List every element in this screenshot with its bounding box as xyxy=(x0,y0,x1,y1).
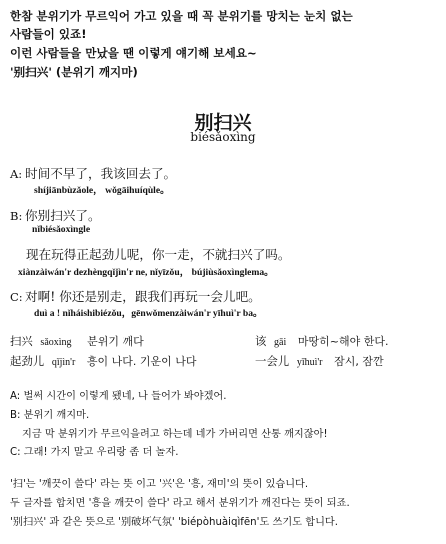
vocab-pinyin: yīhuì'r xyxy=(296,357,323,368)
vocab-item xyxy=(255,333,388,349)
vocab-hanzi: 一会儿 xyxy=(255,354,290,368)
dialogue-c1 xyxy=(10,286,261,305)
vocab-pinyin: gāi xyxy=(274,337,287,348)
dialogue-c1-pinyin: duì a ! nǐháishibiézǒu，gēnwǒmenzàiwán'r yīhuì'r ba。 xyxy=(34,308,263,319)
vocab-item xyxy=(10,353,197,369)
speaker-c: C: xyxy=(10,290,23,304)
korean-line-b2: 지금 막 분위기가 무르익을려고 하는데 네가 가버리면 산통 깨지잖아! xyxy=(22,429,328,440)
vocab-meaning: 분위기 깨다 xyxy=(87,335,144,348)
speaker-a: A: xyxy=(10,167,23,181)
intro-line-2: 사람들이 있죠! xyxy=(10,27,87,41)
speaker-b: B: xyxy=(10,209,23,223)
dialogue-b1-pinyin: nǐbiésǎoxìngle xyxy=(32,224,91,235)
intro-line-3: 이런 사람들을 만났을 땐 이렇게 얘기해 보세요~ xyxy=(10,46,257,60)
vocab-meaning: 잠시, 잠깐 xyxy=(334,355,384,368)
intro-line-1: 한참 분위기가 무르익어 가고 있을 때 꼭 분위기를 망치는 눈치 없는 xyxy=(10,9,353,23)
intro-line-4: '别扫兴' (분위기 깨지마) xyxy=(10,65,138,79)
vocab-pinyin: sǎoxìng xyxy=(40,337,72,348)
vocab-pinyin: qǐjìn'r xyxy=(51,357,76,368)
dialogue-b2-pinyin: xiànzàiwán'r dezhèngqǐjìn'r ne, nǐyīzǒu， bújiùsǎoxìnglema。 xyxy=(18,267,274,278)
explanation-line-1: '扫'는 '깨끗이 쓸다' 라는 뜻 이고 '兴'은 '흥, 재미'의 뜻이 있습니다. xyxy=(10,479,309,490)
dialogue-a1-zh: 时间不早了，我该回去了。 xyxy=(25,166,177,181)
vocab-hanzi: 扫兴 xyxy=(10,334,33,348)
vocab-item xyxy=(255,353,384,369)
vocab-meaning: 흥이 나다. 기운이 나다 xyxy=(86,355,197,368)
explanation-line-2: 두 글자를 합치면 '흥을 깨끗이 쓸다' 라고 해서 분위기가 깨진다는 뜻이 되죠. xyxy=(10,498,350,509)
korean-line-c: C: 그래! 가지 말고 우리랑 좀 더 놀자. xyxy=(10,447,179,458)
vocab-hanzi: 该 xyxy=(255,334,267,348)
title-pinyin: biésǎoxìng xyxy=(190,130,256,144)
dialogue-c1-zh: 对啊! 你还是别走，跟我们再玩一会儿吧。 xyxy=(25,289,261,304)
page-title: 别扫兴 xyxy=(194,112,252,134)
vocab-meaning: 마땅히~해야 한다. xyxy=(297,335,389,348)
korean-line-b1: B: 분위기 깨지마. xyxy=(10,410,90,421)
dialogue-a1 xyxy=(10,163,176,182)
dialogue-a1-pinyin: shíjiānbùzǎole， wǒgāihuíqùle。 xyxy=(34,185,170,196)
vocab-item xyxy=(10,333,144,349)
dialogue-b1 xyxy=(10,205,101,224)
dialogue-b2-zh: 现在玩得正起劲儿呢，你一走，不就扫兴了吗。 xyxy=(26,247,291,262)
vocab-hanzi: 起劲儿 xyxy=(10,354,45,368)
explanation-line-3: '别扫兴' 과 같은 뜻으로 '别破坏气氛' 'biépòhuàiqìfēn'도 쓰기도 합니다. xyxy=(10,517,339,528)
dialogue-b1-zh: 你别扫兴了。 xyxy=(25,208,101,223)
korean-line-a: A: 벌써 시간이 이렇게 됐네, 나 들어가 봐야겠어. xyxy=(10,391,227,402)
